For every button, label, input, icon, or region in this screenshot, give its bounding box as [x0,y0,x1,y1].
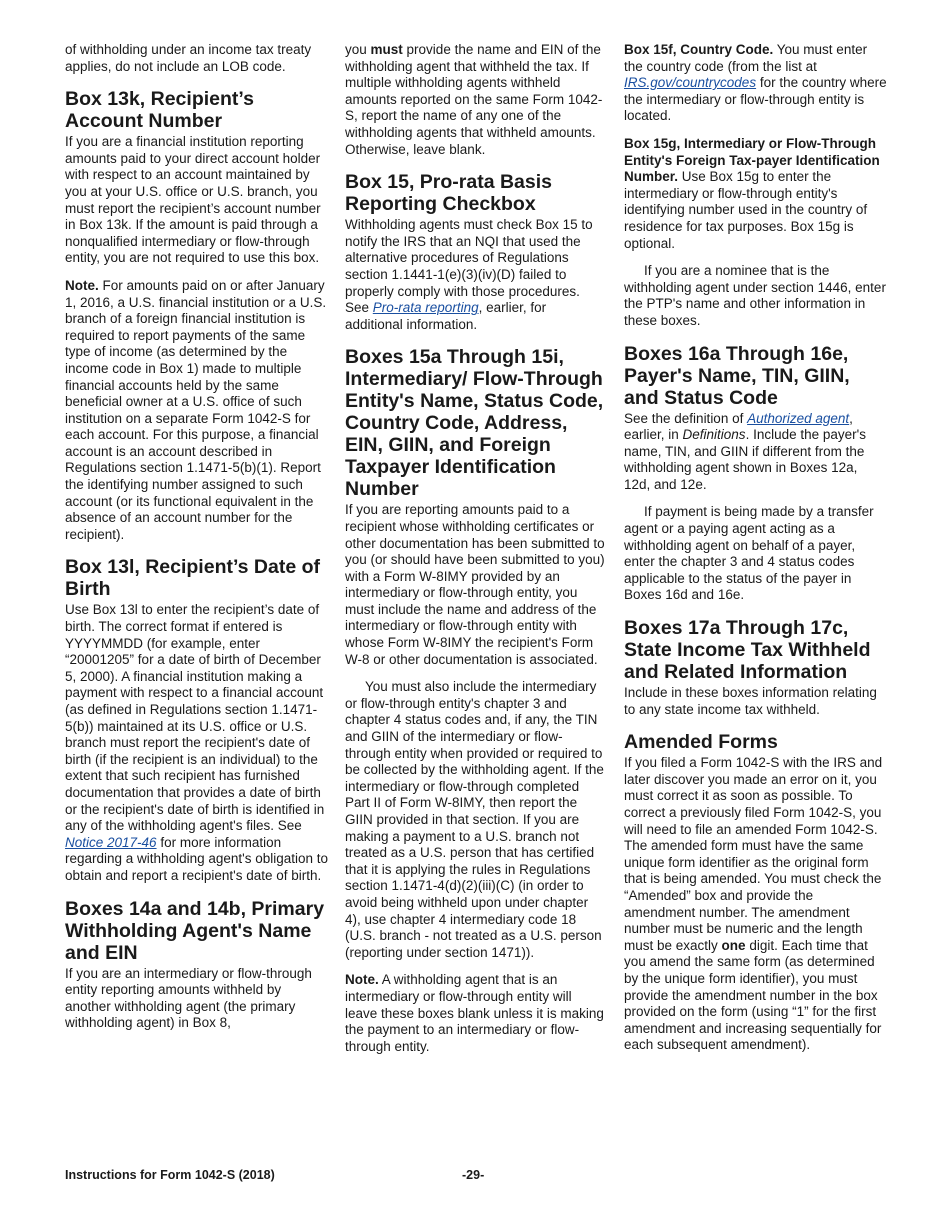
paragraph: If you are reporting amounts paid to a recipient whose withholding certificates or other documentation has been submitted to you (or should have been submitted to you) with a Form W-8IMY provided by an intermediary or flow-through entity, you must include the name and address of the intermediary or flow-through entity with whose Form W-8IMY the recipient's Form W-8 or other documentation is associated. [345,502,605,667]
text: you [345,42,371,57]
paragraph: of withholding under an income tax treaty applies, do not include an LOB code. [65,42,312,74]
note-text: For amounts paid on or after January 1, 2016, a U.S. financial institution or a U.S. branch of a foreign financial institution is required to report payments of the same type of income (as determined by the income code in Box 1) made to multiple financial accounts held by the same beneficial owner at a U.S. office of such institution on a separate Form 1042-S for each account. For this purpose, a financial account is an account described in Regulations section 1.1471-5(b)(1). Report the identifying number assigned to such account (or its functional equivalent in the absence of an account number for the recipient). [65,277,327,542]
paragraph [65,602,330,884]
column-left [65,42,330,1032]
column-right [624,42,887,1054]
text: provide the name and EIN of the withholding agent that withheld the tax. If multiple withholding agents withheld amounts reported on the same Form 1042-S, report the name of any one of the withholding agents that withheld amounts. Otherwise, leave blank. [345,42,603,157]
text: , earlier, in [624,410,853,443]
note-paragraph [65,278,330,544]
footer-document-title: Instructions for Form 1042-S (2018) [65,1168,275,1182]
paragraph: If you are an intermediary or flow-through entity reporting amounts withheld by another withholding agent (the primary withholding agent) in Box 8, [65,965,312,1031]
country-codes-link[interactable]: IRS.gov/countrycodes [624,75,757,91]
text: Withholding agents must check Box 15 to notify the IRS that an NQI that used the alternative procedures of Regulations section 1.1441-1(e)(3)(iv)(D) failed to properly comply with those procedures. See [345,217,593,316]
paragraph: Include in these boxes information relating to any state income tax withheld. [624,685,877,717]
paragraph: If payment is being made by a transfer agent or a paying agent acting as a withholding agent on behalf of a payer, enter the chapter 3 and 4 status codes applicable to the status of the payer in Boxes 16d and 16e. [624,504,874,603]
paragraph [624,411,887,494]
text: for more information regarding a withholding agent's obligation to obtain and report a recipient's date of birth. [65,834,329,883]
paragraph: If you are a financial institution reporting amounts paid to your direct account holder with respect to an account maintained by you at your U.S. office or U.S. branch, you must report the recipient’s account number in Box 13k. If the amount is paid through a nonqualified intermediary or flow-through entity, you are not required to use this box. [65,134,321,266]
text: See the definition of [624,410,748,426]
pro-rata-reporting-link[interactable]: Pro-rata reporting [372,300,479,316]
text: If you filed a Form 1042-S with the IRS and later discover you made an error on it, you must correct it as soon as possible. To correct a previously filed Form 1042-S, you will need to file an amended Form 1042-S. The amended form must have the same unique form identifier as the original form that is being amended. You must check the “Amended” box and provide the amendment number. The amendment number must be numeric and the length must be exactly [624,755,883,953]
text: Use Box 13l to enter the recipient’s date of birth. The correct format if entered is YYYYMMDD (for example, enter “20001205” for a date of birth of December 5, 2000). A financial institution making a payment with respect to a financial account (as defined in Regulations section 1.1471-5(b)) maintained at its U.S. office or U.S. branch must report the recipient's date of birth (if the recipient is an individual) to the extent that such recipient has furnished documentation that provides a date of birth or the recipient's date of birth is identified in any of the withholding agent's files. See [65,602,325,834]
heading-boxes-15a-15i: Boxes 15a Through 15i, Intermediary/ Flow-Through Entity's Name, Status Code, Country Code, Address, EIN, GIIN, and Foreign Taxpayer Identification Number [345,346,604,501]
text: , earlier, for additional information. [345,300,547,332]
paragraph [624,136,887,252]
note-paragraph [345,972,607,1055]
paragraph: You must also include the intermediary or flow-through entity's chapter 3 and chapter 4 status codes and, if any, the TIN and GIIN of the intermediary or flow-through entity when provided or required to be collected by the withholding agent. If the intermediary or flow-through completed Part II of Form W-8IMY, then report the GIIN provided in that section. If you are making a payment to a U.S. branch not treated as a U.S. person that has certified that it is applying the rules in Regulations section 1.1471-4(d)(2)(iii)(C) (in order to avoid being withheld upon under chapter 4), use chapter 4 intermediary code 18 (U.S. branch - not treated as a U.S. person (reporting under section 1471)). [345,679,604,960]
notice-2017-46-link[interactable]: Notice 2017-46 [65,834,157,850]
emphasis: one [721,937,746,953]
paragraph [345,217,607,333]
heading-box-15: Box 15, Pro-rata Basis Reporting Checkbox [345,171,553,216]
emphasis: must [370,42,403,57]
note-label: Note. [345,972,379,988]
run-in-heading: Box 15f, Country Code. [624,42,774,57]
paragraph [624,42,887,125]
note-label: Note. [65,277,99,293]
text: Use Box 15g to enter the intermediary or flow-through entity's identifying number used in the country of residence for tax purposes. Box 15g is optional. [624,169,868,251]
paragraph [345,42,607,158]
heading-boxes-17: Boxes 17a Through 17c, State Income Tax Withheld and Related Information [624,617,871,684]
heading-amended-forms: Amended Forms [624,731,778,754]
heading-boxes-14: Boxes 14a and 14b, Primary Withholding Agent's Name and EIN [65,897,325,964]
column-middle [345,42,607,1055]
heading-box-13l: Box 13l, Recipient’s Date of Birth [65,556,321,601]
definitions-ref: Definitions [682,427,746,443]
page-number: -29- [462,1168,485,1182]
authorized-agent-link[interactable]: Authorized agent [747,410,850,426]
text: for the country where the intermediary or flow-through entity is located. [624,75,887,124]
note-text: A withholding agent that is an intermediary or flow-through entity will leave these boxes blank unless it is making the payment to an intermediary or flow-through entity. [345,972,604,1054]
paragraph [624,755,887,1054]
text: . Include the payer's name, TIN, and GIIN if different from the withholding agent shown in Boxes 12a, 12d, and 12e. [624,427,866,492]
heading-boxes-16: Boxes 16a Through 16e, Payer's Name, TIN, GIIN, and Status Code [624,342,850,409]
paragraph: If you are a nominee that is the withholding agent under section 1446, enter the PTP's name and other information in these boxes. [624,263,886,328]
run-in-heading: Box 15g, Intermediary or Flow-Through Entity's Foreign Tax-payer Identification Number. [624,135,880,185]
heading-box-13k: Box 13k, Recipient’s Account Number [65,88,254,133]
text: You must enter the country code (from the list at [624,42,868,74]
text: digit. Each time that you amend the same form (as determined by the unique form identifier), you must provide the amendment number in the box provided on the form (using “1” for the first amendment and increasing sequentially for each subsequent amendment). [624,937,882,1053]
